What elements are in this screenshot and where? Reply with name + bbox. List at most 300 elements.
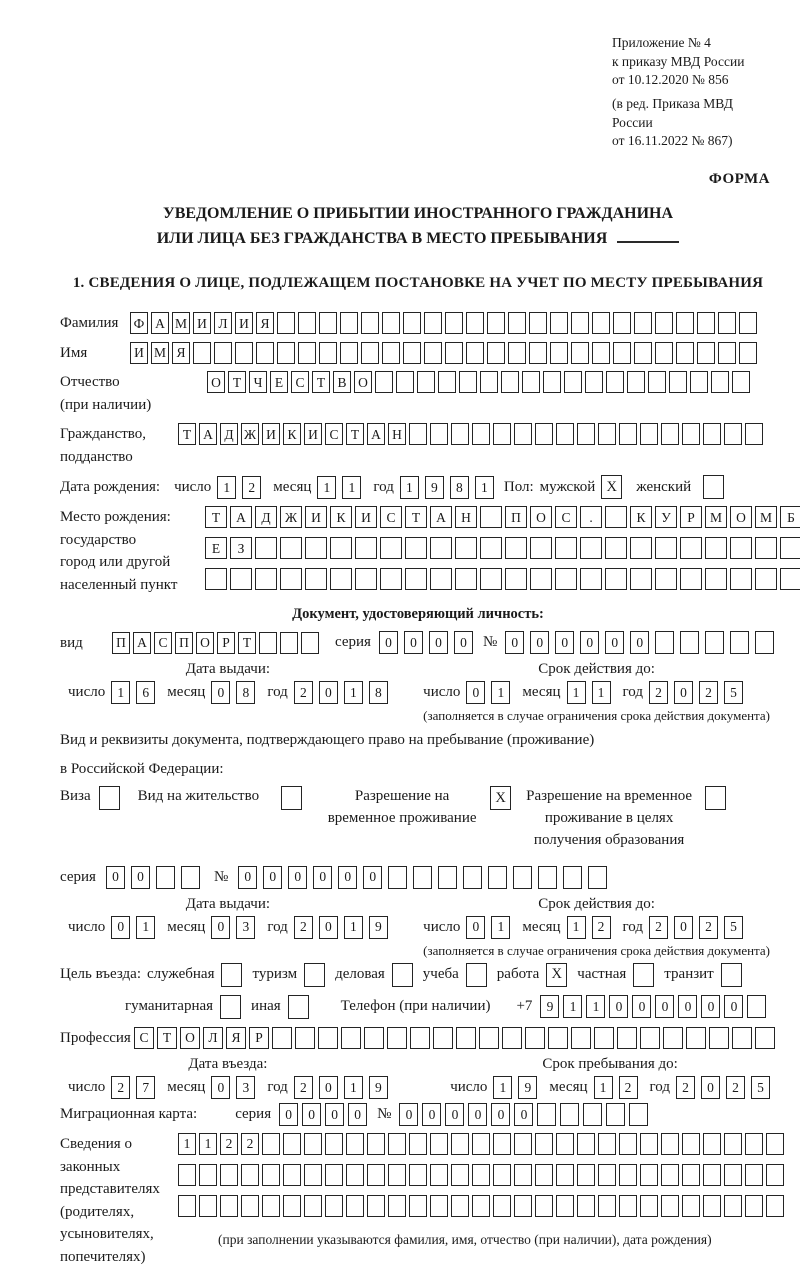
- char-box[interactable]: [463, 866, 482, 889]
- char-box[interactable]: [605, 568, 627, 590]
- char-box[interactable]: [382, 342, 400, 364]
- char-box[interactable]: [697, 312, 715, 334]
- char-box[interactable]: 1: [199, 1133, 217, 1155]
- char-box[interactable]: [766, 1133, 784, 1155]
- char-box[interactable]: Л: [203, 1027, 223, 1049]
- char-box[interactable]: [388, 1133, 406, 1155]
- char-box[interactable]: [580, 568, 602, 590]
- char-box[interactable]: [305, 568, 327, 590]
- purpose-business-checkbox[interactable]: [392, 963, 413, 987]
- char-box[interactable]: [705, 568, 727, 590]
- char-box[interactable]: Н: [388, 423, 406, 445]
- char-box[interactable]: [367, 1133, 385, 1155]
- char-box[interactable]: 0: [505, 631, 524, 654]
- char-box[interactable]: [341, 1027, 361, 1049]
- char-box[interactable]: [178, 1195, 196, 1217]
- char-box[interactable]: 0: [674, 916, 693, 939]
- char-box[interactable]: [388, 1164, 406, 1186]
- char-box[interactable]: [330, 568, 352, 590]
- char-box[interactable]: [640, 423, 658, 445]
- char-box[interactable]: [305, 537, 327, 559]
- char-box[interactable]: [409, 423, 427, 445]
- char-box[interactable]: 2: [649, 681, 668, 704]
- char-box[interactable]: [640, 1195, 658, 1217]
- char-box[interactable]: [380, 537, 402, 559]
- char-box[interactable]: [724, 1164, 742, 1186]
- char-box[interactable]: 2: [294, 916, 313, 939]
- char-box[interactable]: 0: [319, 1076, 338, 1099]
- char-box[interactable]: 1: [178, 1133, 196, 1155]
- char-box[interactable]: [451, 1164, 469, 1186]
- char-box[interactable]: [283, 1133, 301, 1155]
- char-box[interactable]: [577, 1164, 595, 1186]
- char-box[interactable]: [755, 568, 777, 590]
- char-box[interactable]: 1: [400, 476, 419, 499]
- char-box[interactable]: [346, 1133, 364, 1155]
- char-box[interactable]: [280, 537, 302, 559]
- char-box[interactable]: Т: [228, 371, 246, 393]
- char-box[interactable]: [571, 342, 589, 364]
- char-box[interactable]: 0: [630, 631, 649, 654]
- char-box[interactable]: [732, 371, 750, 393]
- char-box[interactable]: [640, 1133, 658, 1155]
- char-box[interactable]: [382, 312, 400, 334]
- char-box[interactable]: [480, 568, 502, 590]
- char-box[interactable]: С: [555, 506, 577, 528]
- char-box[interactable]: 0: [445, 1103, 464, 1126]
- char-box[interactable]: Д: [220, 423, 238, 445]
- char-box[interactable]: [755, 1027, 775, 1049]
- char-box[interactable]: [613, 312, 631, 334]
- char-box[interactable]: [455, 537, 477, 559]
- char-box[interactable]: 0: [348, 1103, 367, 1126]
- char-box[interactable]: [556, 423, 574, 445]
- char-box[interactable]: [298, 312, 316, 334]
- char-box[interactable]: 1: [344, 1076, 363, 1099]
- char-box[interactable]: А: [199, 423, 217, 445]
- char-box[interactable]: .: [580, 506, 602, 528]
- char-box[interactable]: [592, 312, 610, 334]
- char-box[interactable]: [703, 1133, 721, 1155]
- char-box[interactable]: [493, 1133, 511, 1155]
- char-box[interactable]: 0: [131, 866, 150, 889]
- char-box[interactable]: [629, 1103, 648, 1126]
- char-box[interactable]: [550, 342, 568, 364]
- char-box[interactable]: [255, 568, 277, 590]
- char-box[interactable]: [682, 1164, 700, 1186]
- char-box[interactable]: [430, 568, 452, 590]
- char-box[interactable]: [605, 506, 627, 528]
- char-box[interactable]: О: [180, 1027, 200, 1049]
- char-box[interactable]: С: [134, 1027, 154, 1049]
- char-box[interactable]: Ж: [241, 423, 259, 445]
- char-box[interactable]: 1: [592, 681, 611, 704]
- purpose-study-checkbox[interactable]: [466, 963, 487, 987]
- char-box[interactable]: [277, 342, 295, 364]
- char-box[interactable]: 0: [338, 866, 357, 889]
- char-box[interactable]: [262, 1133, 280, 1155]
- char-box[interactable]: [605, 537, 627, 559]
- char-box[interactable]: [283, 1164, 301, 1186]
- char-box[interactable]: [730, 568, 752, 590]
- char-box[interactable]: 0: [468, 1103, 487, 1126]
- char-box[interactable]: [682, 1195, 700, 1217]
- char-box[interactable]: [430, 1133, 448, 1155]
- char-box[interactable]: П: [112, 632, 130, 654]
- char-box[interactable]: [445, 342, 463, 364]
- char-box[interactable]: И: [130, 342, 148, 364]
- char-box[interactable]: [676, 342, 694, 364]
- char-box[interactable]: [630, 568, 652, 590]
- char-box[interactable]: [493, 1164, 511, 1186]
- char-box[interactable]: [655, 537, 677, 559]
- female-checkbox[interactable]: [703, 475, 724, 499]
- char-box[interactable]: [241, 1195, 259, 1217]
- char-box[interactable]: [424, 312, 442, 334]
- char-box[interactable]: [256, 342, 274, 364]
- char-box[interactable]: 0: [111, 916, 130, 939]
- char-box[interactable]: [514, 423, 532, 445]
- char-box[interactable]: В: [333, 371, 351, 393]
- char-box[interactable]: [230, 568, 252, 590]
- char-box[interactable]: 0: [491, 1103, 510, 1126]
- char-box[interactable]: [598, 1164, 616, 1186]
- char-box[interactable]: 2: [220, 1133, 238, 1155]
- char-box[interactable]: 1: [344, 681, 363, 704]
- char-box[interactable]: [178, 1164, 196, 1186]
- char-box[interactable]: 2: [726, 1076, 745, 1099]
- char-box[interactable]: 0: [514, 1103, 533, 1126]
- char-box[interactable]: [410, 1027, 430, 1049]
- char-box[interactable]: Т: [178, 423, 196, 445]
- char-box[interactable]: [413, 866, 432, 889]
- char-box[interactable]: [355, 568, 377, 590]
- char-box[interactable]: 0: [279, 1103, 298, 1126]
- char-box[interactable]: А: [133, 632, 151, 654]
- char-box[interactable]: А: [367, 423, 385, 445]
- char-box[interactable]: [304, 1195, 322, 1217]
- char-box[interactable]: О: [207, 371, 225, 393]
- char-box[interactable]: [594, 1027, 614, 1049]
- char-box[interactable]: [505, 537, 527, 559]
- char-box[interactable]: 5: [724, 916, 743, 939]
- char-box[interactable]: А: [230, 506, 252, 528]
- char-box[interactable]: Н: [455, 506, 477, 528]
- char-box[interactable]: З: [230, 537, 252, 559]
- char-box[interactable]: [388, 866, 407, 889]
- char-box[interactable]: [451, 423, 469, 445]
- char-box[interactable]: М: [172, 312, 190, 334]
- char-box[interactable]: [438, 866, 457, 889]
- char-box[interactable]: [325, 1195, 343, 1217]
- purpose-work-checkbox[interactable]: X: [546, 963, 567, 987]
- char-box[interactable]: [487, 342, 505, 364]
- char-box[interactable]: [560, 1103, 579, 1126]
- char-box[interactable]: 1: [493, 1076, 512, 1099]
- char-box[interactable]: [451, 1195, 469, 1217]
- char-box[interactable]: [205, 568, 227, 590]
- char-box[interactable]: [514, 1164, 532, 1186]
- char-box[interactable]: М: [151, 342, 169, 364]
- char-box[interactable]: [686, 1027, 706, 1049]
- char-box[interactable]: [630, 537, 652, 559]
- char-box[interactable]: [577, 1133, 595, 1155]
- char-box[interactable]: [262, 1195, 280, 1217]
- char-box[interactable]: [480, 537, 502, 559]
- char-box[interactable]: [669, 371, 687, 393]
- char-box[interactable]: [405, 537, 427, 559]
- char-box[interactable]: [283, 1195, 301, 1217]
- male-checkbox[interactable]: X: [601, 475, 622, 499]
- char-box[interactable]: И: [235, 312, 253, 334]
- char-box[interactable]: [697, 342, 715, 364]
- char-box[interactable]: И: [305, 506, 327, 528]
- char-box[interactable]: [619, 423, 637, 445]
- char-box[interactable]: О: [354, 371, 372, 393]
- char-box[interactable]: [718, 342, 736, 364]
- char-box[interactable]: [537, 1103, 556, 1126]
- char-box[interactable]: 0: [655, 995, 674, 1018]
- char-box[interactable]: 9: [369, 1076, 388, 1099]
- char-box[interactable]: 0: [211, 916, 230, 939]
- char-box[interactable]: [214, 342, 232, 364]
- char-box[interactable]: [613, 342, 631, 364]
- char-box[interactable]: [466, 312, 484, 334]
- char-box[interactable]: [417, 371, 435, 393]
- char-box[interactable]: [451, 1133, 469, 1155]
- char-box[interactable]: [598, 1133, 616, 1155]
- char-box[interactable]: [277, 312, 295, 334]
- char-box[interactable]: [592, 342, 610, 364]
- char-box[interactable]: Л: [214, 312, 232, 334]
- char-box[interactable]: 0: [211, 1076, 230, 1099]
- char-box[interactable]: Д: [255, 506, 277, 528]
- char-box[interactable]: 5: [724, 681, 743, 704]
- char-box[interactable]: [508, 312, 526, 334]
- char-box[interactable]: 0: [379, 631, 398, 654]
- char-box[interactable]: [580, 537, 602, 559]
- char-box[interactable]: 2: [699, 916, 718, 939]
- residence-permit-checkbox[interactable]: [281, 786, 302, 810]
- char-box[interactable]: [682, 1133, 700, 1155]
- char-box[interactable]: [280, 568, 302, 590]
- char-box[interactable]: [514, 1133, 532, 1155]
- char-box[interactable]: 0: [429, 631, 448, 654]
- char-box[interactable]: [364, 1027, 384, 1049]
- char-box[interactable]: [598, 423, 616, 445]
- char-box[interactable]: 2: [111, 1076, 130, 1099]
- char-box[interactable]: [156, 866, 175, 889]
- char-box[interactable]: [319, 342, 337, 364]
- char-box[interactable]: [318, 1027, 338, 1049]
- char-box[interactable]: [703, 423, 721, 445]
- char-box[interactable]: 1: [491, 681, 510, 704]
- char-box[interactable]: 3: [236, 1076, 255, 1099]
- char-box[interactable]: [346, 1195, 364, 1217]
- char-box[interactable]: 0: [466, 681, 485, 704]
- char-box[interactable]: [430, 537, 452, 559]
- char-box[interactable]: [199, 1164, 217, 1186]
- char-box[interactable]: [255, 537, 277, 559]
- char-box[interactable]: [780, 568, 800, 590]
- char-box[interactable]: С: [154, 632, 172, 654]
- char-box[interactable]: [466, 342, 484, 364]
- char-box[interactable]: О: [196, 632, 214, 654]
- char-box[interactable]: Р: [249, 1027, 269, 1049]
- char-box[interactable]: [577, 1195, 595, 1217]
- char-box[interactable]: [535, 1133, 553, 1155]
- char-box[interactable]: У: [655, 506, 677, 528]
- char-box[interactable]: [755, 537, 777, 559]
- char-box[interactable]: [563, 866, 582, 889]
- char-box[interactable]: 1: [594, 1076, 613, 1099]
- char-box[interactable]: [724, 423, 742, 445]
- char-box[interactable]: [550, 312, 568, 334]
- char-box[interactable]: [522, 371, 540, 393]
- char-box[interactable]: 7: [136, 1076, 155, 1099]
- char-box[interactable]: [739, 312, 757, 334]
- char-box[interactable]: 2: [699, 681, 718, 704]
- char-box[interactable]: 0: [701, 995, 720, 1018]
- char-box[interactable]: [766, 1195, 784, 1217]
- char-box[interactable]: [577, 423, 595, 445]
- char-box[interactable]: [543, 371, 561, 393]
- char-box[interactable]: [535, 423, 553, 445]
- char-box[interactable]: [755, 631, 774, 654]
- char-box[interactable]: 1: [491, 916, 510, 939]
- char-box[interactable]: Ч: [249, 371, 267, 393]
- char-box[interactable]: [690, 371, 708, 393]
- char-box[interactable]: [661, 1195, 679, 1217]
- char-box[interactable]: [480, 371, 498, 393]
- char-box[interactable]: 1: [475, 476, 494, 499]
- char-box[interactable]: [438, 371, 456, 393]
- char-box[interactable]: 0: [422, 1103, 441, 1126]
- char-box[interactable]: [529, 342, 547, 364]
- char-box[interactable]: Я: [256, 312, 274, 334]
- char-box[interactable]: [455, 568, 477, 590]
- char-box[interactable]: [472, 423, 490, 445]
- char-box[interactable]: [606, 1103, 625, 1126]
- char-box[interactable]: 0: [288, 866, 307, 889]
- char-box[interactable]: 1: [317, 476, 336, 499]
- char-box[interactable]: [718, 312, 736, 334]
- char-box[interactable]: [433, 1027, 453, 1049]
- char-box[interactable]: [627, 371, 645, 393]
- char-box[interactable]: 2: [676, 1076, 695, 1099]
- temp-residence-checkbox[interactable]: X: [490, 786, 511, 810]
- char-box[interactable]: [388, 1195, 406, 1217]
- char-box[interactable]: Т: [238, 632, 256, 654]
- char-box[interactable]: [548, 1027, 568, 1049]
- char-box[interactable]: 1: [567, 916, 586, 939]
- char-box[interactable]: [409, 1164, 427, 1186]
- char-box[interactable]: М: [705, 506, 727, 528]
- char-box[interactable]: М: [755, 506, 777, 528]
- char-box[interactable]: [235, 342, 253, 364]
- char-box[interactable]: [456, 1027, 476, 1049]
- char-box[interactable]: [703, 1164, 721, 1186]
- char-box[interactable]: [409, 1133, 427, 1155]
- char-box[interactable]: [272, 1027, 292, 1049]
- char-box[interactable]: [617, 1027, 637, 1049]
- char-box[interactable]: 0: [404, 631, 423, 654]
- purpose-private-checkbox[interactable]: [633, 963, 654, 987]
- char-box[interactable]: [529, 312, 547, 334]
- char-box[interactable]: Ф: [130, 312, 148, 334]
- char-box[interactable]: Т: [157, 1027, 177, 1049]
- char-box[interactable]: [340, 312, 358, 334]
- char-box[interactable]: А: [151, 312, 169, 334]
- char-box[interactable]: [556, 1195, 574, 1217]
- char-box[interactable]: [280, 632, 298, 654]
- char-box[interactable]: К: [330, 506, 352, 528]
- char-box[interactable]: [445, 312, 463, 334]
- char-box[interactable]: Е: [270, 371, 288, 393]
- char-box[interactable]: [295, 1027, 315, 1049]
- char-box[interactable]: [530, 568, 552, 590]
- char-box[interactable]: 1: [111, 681, 130, 704]
- char-box[interactable]: [732, 1027, 752, 1049]
- char-box[interactable]: [472, 1133, 490, 1155]
- char-box[interactable]: 1: [344, 916, 363, 939]
- purpose-transit-checkbox[interactable]: [721, 963, 742, 987]
- char-box[interactable]: [241, 1164, 259, 1186]
- char-box[interactable]: [493, 423, 511, 445]
- char-box[interactable]: 1: [567, 681, 586, 704]
- char-box[interactable]: [424, 342, 442, 364]
- char-box[interactable]: [298, 342, 316, 364]
- char-box[interactable]: [501, 371, 519, 393]
- char-box[interactable]: 0: [363, 866, 382, 889]
- char-box[interactable]: С: [291, 371, 309, 393]
- char-box[interactable]: Я: [172, 342, 190, 364]
- char-box[interactable]: Т: [405, 506, 427, 528]
- char-box[interactable]: [730, 537, 752, 559]
- char-box[interactable]: 0: [674, 681, 693, 704]
- char-box[interactable]: К: [283, 423, 301, 445]
- char-box[interactable]: [346, 1164, 364, 1186]
- char-box[interactable]: [530, 537, 552, 559]
- char-box[interactable]: Б: [780, 506, 800, 528]
- char-box[interactable]: [634, 312, 652, 334]
- char-box[interactable]: 6: [136, 681, 155, 704]
- char-box[interactable]: [361, 342, 379, 364]
- char-box[interactable]: [661, 423, 679, 445]
- char-box[interactable]: [648, 371, 666, 393]
- char-box[interactable]: [606, 371, 624, 393]
- char-box[interactable]: [634, 342, 652, 364]
- char-box[interactable]: [711, 371, 729, 393]
- char-box[interactable]: Е: [205, 537, 227, 559]
- char-box[interactable]: 0: [106, 866, 125, 889]
- char-box[interactable]: [325, 1164, 343, 1186]
- char-box[interactable]: [459, 371, 477, 393]
- char-box[interactable]: [487, 312, 505, 334]
- temp-residence-education-checkbox[interactable]: [705, 786, 726, 810]
- char-box[interactable]: С: [380, 506, 402, 528]
- char-box[interactable]: [585, 371, 603, 393]
- char-box[interactable]: [619, 1164, 637, 1186]
- char-box[interactable]: [571, 1027, 591, 1049]
- char-box[interactable]: Ж: [280, 506, 302, 528]
- char-box[interactable]: 0: [724, 995, 743, 1018]
- char-box[interactable]: [556, 1164, 574, 1186]
- char-box[interactable]: [709, 1027, 729, 1049]
- char-box[interactable]: 2: [619, 1076, 638, 1099]
- char-box[interactable]: [472, 1164, 490, 1186]
- char-box[interactable]: И: [355, 506, 377, 528]
